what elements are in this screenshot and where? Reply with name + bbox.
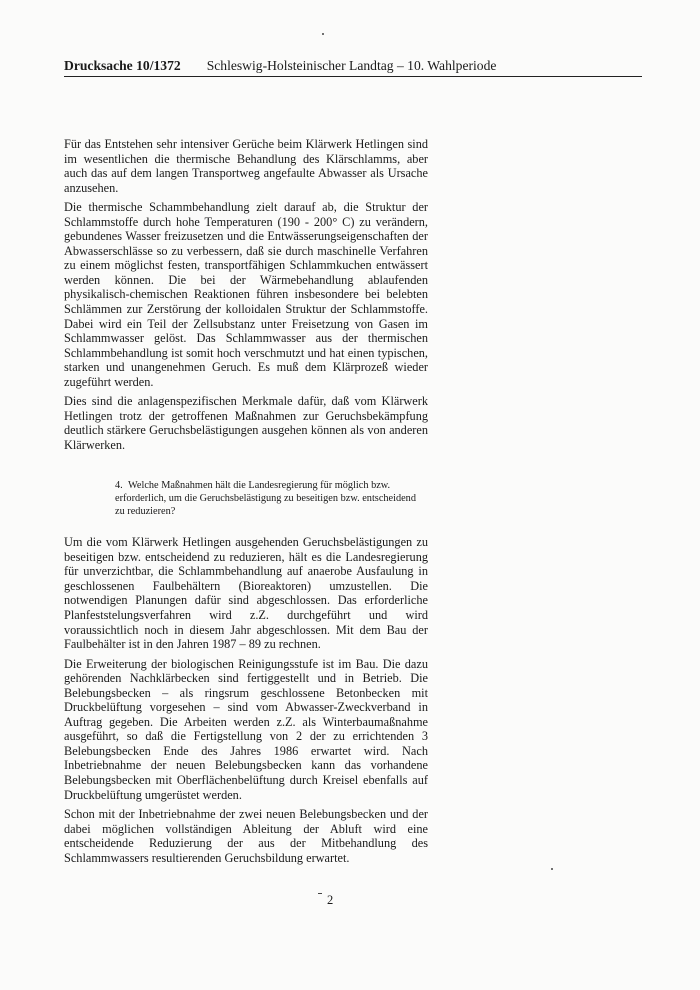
doc-number: Drucksache 10/1372 — [64, 58, 181, 73]
paragraph: Dies sind die anlagenspezifischen Merkmale dafür, daß vom Klärwerk Hetlingen trotz der getroffenen Maßnahmen zur Geruchsbekämpfung deutlich stärkere Geruchsbelästigungen ausgehen können als von anderen Klärwerken. — [64, 394, 428, 452]
question-block — [115, 480, 428, 518]
document-body — [64, 137, 428, 870]
page-header — [64, 58, 642, 77]
paragraph: Für das Entstehen sehr intensiver Gerüche beim Klärwerk Hetlingen sind im wesentlichen die thermische Behandlung des Klärschlamms, aber auch das auf dem langen Transportweg angefaulte Abwasser als Ursache anzusehen. — [64, 137, 428, 195]
question-number: 4. — [115, 480, 123, 492]
question-text: Welche Maßnahmen hält die Landesregierung für möglich bzw. erforderlich, um die Geruchsbelästigung zu beseitigen bzw. entscheidend zu reduzieren? — [115, 480, 416, 517]
scan-speck — [318, 893, 322, 894]
institution-line: Schleswig-Holsteinischer Landtag – 10. Wahlperiode — [206, 58, 497, 73]
paragraph: Die thermische Schammbehandlung zielt darauf ab, die Struktur der Schlammstoffe durch hohe Temperaturen (190 - 200° C) zu verändern, gebundenes Wasser freizusetzen und die Entwässerungseigenschaften der Abwasserschlässe so zu verbessern, daß sie durch maschinelle Verfahren zu einem möglichst festen, transportfähigen Schlammkuchen entwässert werden können. Die bei der Wärmebehandlung ablaufenden physikalisch-chemischen Reaktionen führen insbesondere bei belebten Schlämmen zur Zerstörung der kolloidalen Struktur der Schlammstoffe. Dabei wird ein Teil der Zellsubstanz unter Freisetzung von Gasen im Schlammwasser gelöst. Das Schlammwasser aus der thermischen Schlammbehandlung ist somit hoch verschmutzt und hat einen typischen, starken und unangenehmen Geruch. Es muß dem Klärprozeß wieder zugeführt werden. — [64, 200, 428, 389]
paragraph: Um die vom Klärwerk Hetlingen ausgehenden Geruchsbelästigungen zu beseitigen bzw. entscheidend zu reduzieren, hält es die Landesregierung für unverzichtbar, die Schlammbehandlung auf anaerobe Ausfaulung in geschlossenen Faulbehältern (Bioreaktoren) umzustellen. Die notwendigen Planungen dafür sind abgeschlossen. Das erforderliche Planfeststelungsverfahren wird z.Z. durchgeführt und wird voraussichtlich noch in diesem Jahr abgeschlossen. Mit dem Bau der Faulbehälter ist in den Jahren 1987 – 89 zu rechnen. — [64, 535, 428, 652]
paragraph: Schon mit der Inbetriebnahme der zwei neuen Belebungsbecken und der dabei möglichen vollständigen Ableitung der Abluft wird eine entscheidende Reduzierung der aus der Mitbehandlung des Schlammwassers resultierenden Geruchsbildung erwartet. — [64, 807, 428, 865]
scan-speck — [322, 33, 324, 35]
page-number: 2 — [327, 893, 334, 907]
scan-speck — [551, 868, 553, 870]
paragraph: Die Erweiterung der biologischen Reinigungsstufe ist im Bau. Die dazu gehörenden Nachklärbecken sind fertiggestellt und in Betrieb. Die Belebungsbecken – als ringsrum geschlossene Betonbecken mit Druckbelüftung vorgesehen – sind vom Abwasser-Zweckverband in Auftrag gegeben. Die Arbeiten werden z.Z. als Winterbaumaßnahme ausgeführt, so daß die Fertigstellung von 2 der zu errichtenden 3 Belebungsbecken Ende des Jahres 1986 erwartet wird. Nach Inbetriebnahme der neuen Belebungsbecken kann das vorhandene Belebungsbecken mit Oberflächenbelüftung durch Kreisel ebenfalls auf Druckbelüftung umgerüstet werden. — [64, 656, 428, 802]
